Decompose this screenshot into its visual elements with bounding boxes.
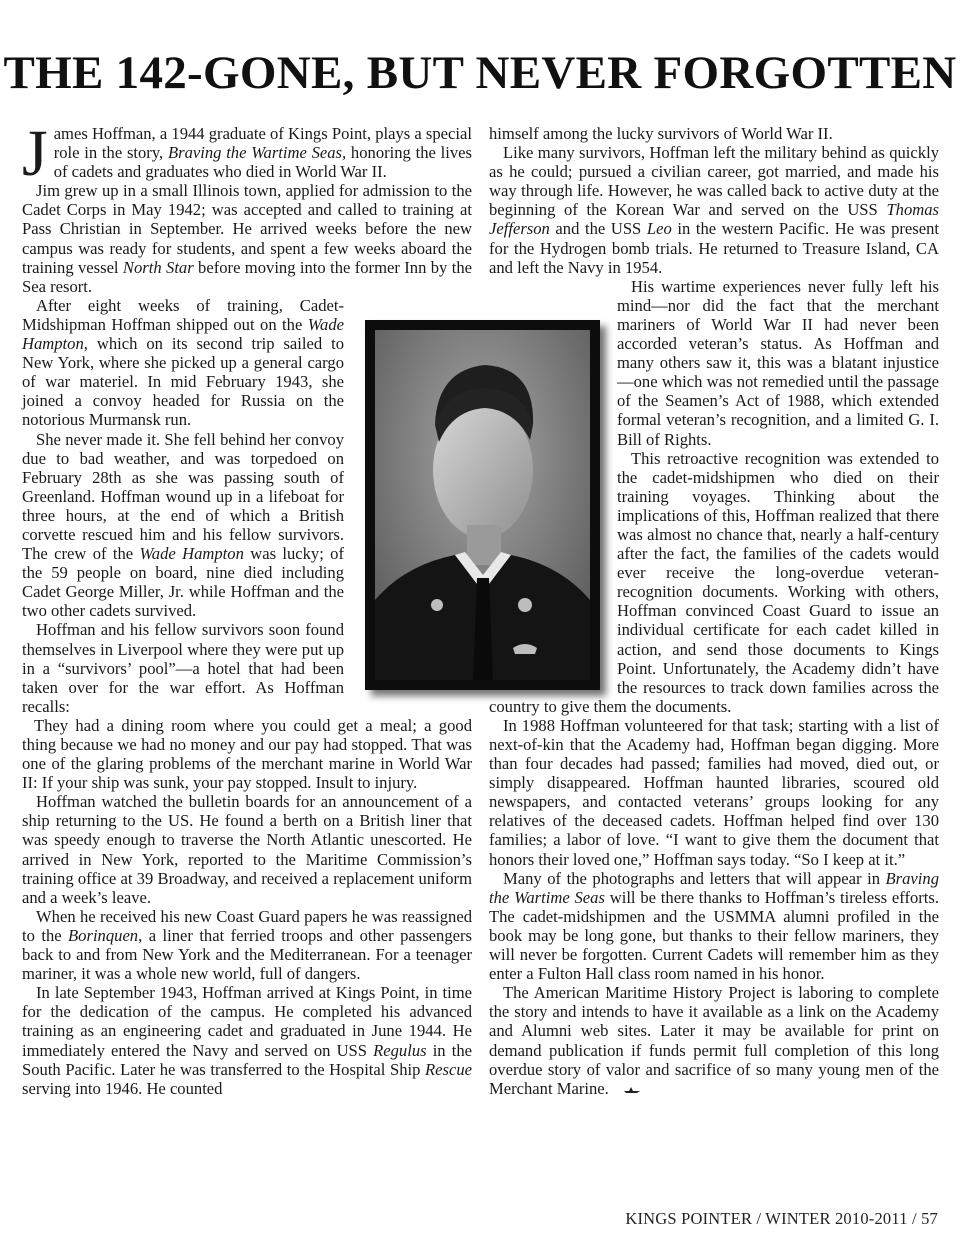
ship-end-mark-icon bbox=[609, 1079, 641, 1098]
drop-cap: J bbox=[22, 117, 48, 190]
text: Many of the photographs and letters that will appear in bbox=[503, 868, 886, 888]
text: serving into 1946. He counted bbox=[22, 1078, 223, 1098]
page-footer: KINGS POINTER / WINTER 2010-2011 / 57 bbox=[625, 1209, 938, 1228]
text: Jim grew up in a small Illinois town, applied for admission to the Cadet Corps in May 1942; was accepted and called to training at Pass Christian in September. He arrived weeks before the new campus was ready for students, and spent a few weeks aboard the training vessel bbox=[22, 181, 472, 277]
book-title: Braving the Wartime Seas bbox=[489, 868, 939, 907]
ship-name: Wade Hampton bbox=[139, 544, 244, 564]
paragraph-recognition: This retroactive recognition was extended to the cadet-midshipmen who died on their training voyages. Thinking about the implications of this, Hoffman realized that there was almost no chance that, nearly a half-century after the fact, the families of the cadets would ever receive the long-overdue veteran-recognition documents. Working with others, Hoffman convinced Coast Guard to issue an individual certificate for each cadet killed in action, and send those documents to Kings Point. Unfortunately, the Academy didn’t have the resources to track down families across the country to give them the documents. bbox=[489, 448, 939, 716]
portrait-photo bbox=[375, 330, 590, 680]
text: will be there thanks to Hoffman’s tireless efforts. The cadet-midshipmen and the USMMA alumni profiled in the book may be long gone, but thanks to their fellow mariners, they will never be forgotten. Current Cadets will remember him as they enter a Fulton Hall class room named in his honor. bbox=[489, 887, 940, 984]
book-title: Braving the Wartime Seas, bbox=[167, 143, 347, 163]
paragraph-veteran-status: His wartime experiences never fully left his mind—nor did the fact that the merchant mariners of World War II had never been accorded veteran’s status. As Hoffman and many others saw it, this was a blatant injustice—one which was not remedied until the passage of the Seamen’s Act of 1988, which extended formal veteran’s recognition, and a limited G. I. Bill of Rights. bbox=[617, 276, 939, 449]
paragraph-jim bbox=[22, 181, 472, 296]
ship-name: Regulus bbox=[373, 1040, 427, 1060]
intro-text: ames Hoffman, a 1944 graduate of Kings Point, plays a special role in the story, bbox=[53, 124, 472, 163]
paragraph-borinquen bbox=[22, 907, 472, 983]
paragraph-kings-point bbox=[22, 983, 472, 1098]
ship-name: Wade Hampton bbox=[22, 314, 344, 354]
text: , a liner that ferried troops and other passengers back to and from New York and the Mediterranean. For a teenager mariner, it was a whole new world, full of dangers. bbox=[22, 925, 472, 984]
quote-recall: They had a dining room where you could get a meal; a good thing because we had no money and our pay had stopped. That was one of the glaring problems of the merchant marine in World War II: If your ship was sunk, your pay stopped. Insult to injury. bbox=[22, 715, 472, 793]
ship-name: Leo bbox=[646, 219, 672, 239]
ship-name: Thomas Jefferson bbox=[489, 200, 939, 239]
text: in the western Pacific. He was present for the Hydrogen bomb trials. He returned to Treasure Island, CA and left the Navy in 1954. bbox=[489, 219, 939, 277]
paragraph-1988: In 1988 Hoffman volunteered for that task; starting with a list of next-of-kin that the Academy had, Hoffman began digging. More than four decades had passed; families had moved, died out, or simply disappeared. Hoffman haunted libraries, scoured old newspapers, and contacted veterans’ groups looking for any relatives of the deceased cadets. Hoffman helped find over 130 families; a labor of love. “I want to give them the document that honors their loved one,” Hoffman says today. “So I keep at it.” bbox=[489, 715, 939, 869]
paragraph-liverpool: Hoffman and his fellow survivors soon found themselves in Liverpool where they were put up in a “survivors’ pool”—a hotel that had been taken over for the war effort. As Hoffman recalls: bbox=[22, 620, 344, 716]
paragraph-history-project bbox=[489, 983, 939, 1098]
ship-name: Rescue bbox=[425, 1059, 472, 1079]
paragraph-intro bbox=[22, 117, 472, 190]
text: After eight weeks of training, Cadet-Midshipman Hoffman shipped out on the bbox=[22, 295, 344, 334]
text: and the USS bbox=[549, 219, 647, 239]
paragraph-bulletin: Hoffman watched the bulletin boards for an announcement of a ship returning to the US. He found a berth on a British liner that was speedy enough to traverse the North Atlantic unescorted. He arrived in New York, reported to the Maritime Commission’s training office at 39 Broadway, and received a replacement uniform and a week’s leave. bbox=[22, 792, 472, 907]
text: When he received his new Coast Guard papers he was reassigned to the bbox=[22, 906, 472, 945]
intro-end: honoring the lives of cadets and graduates who died in World War II. bbox=[53, 143, 472, 182]
paragraph-korean-war bbox=[489, 143, 939, 277]
ship-name: Borinquen bbox=[68, 925, 139, 945]
paragraph-survivors: himself among the lucky survivors of World War II. bbox=[489, 124, 833, 143]
text: The American Maritime History Project is laboring to complete the story and intends to have it available as a link on the Academy and Alumni web sites. Later it may be available for print on demand publication if funds permit full completion of this long overdue story of valor and sacrifice of so many young men of the Merchant Marine. bbox=[489, 983, 939, 1098]
portrait-photo-frame bbox=[365, 320, 600, 690]
text: In late September 1943, Hoffman arrived at Kings Point, in time for the dedication of the campus. He completed his advanced training as an engineering cadet and graduated in June 1944. He immediately entered the Navy and served on USS bbox=[22, 983, 472, 1060]
text: , which on its second trip sailed to New York, where she picked up a general cargo of war materiel. In mid February 1943, she joined a convoy headed for Russia on the notorious Murmansk run. bbox=[22, 334, 344, 430]
text: before moving into the former Inn by the Sea resort. bbox=[22, 257, 472, 296]
text: She never made it. She fell behind her convoy due to bad weather, and was torpedoed on February 28th as she was passing south of Greenland. Hoffman wound up in a lifeboat for three hours, at the end of which a British corvette rescued him and his fellow survivors. The crew of the bbox=[22, 429, 344, 564]
paragraph-photographs bbox=[489, 869, 939, 984]
text: Like many survivors, Hoffman left the military behind as quickly as he could; pursued a civilian career, got married, and made his way through life. However, he was called back to active duty at the beginning of the Korean War and served on the USS bbox=[489, 143, 939, 220]
article-title: THE 142-GONE, BUT NEVER FORGOTTEN bbox=[3, 47, 957, 99]
text: was lucky; of the 59 people on board, nine died including Cadet George Miller, Jr. while Hoffman and the two other cadets survived. bbox=[22, 544, 344, 621]
text: in the South Pacific. Later he was transferred to the Hospital Ship bbox=[22, 1040, 472, 1079]
ship-name: North Star bbox=[122, 257, 194, 277]
portrait-illustration bbox=[375, 330, 590, 680]
